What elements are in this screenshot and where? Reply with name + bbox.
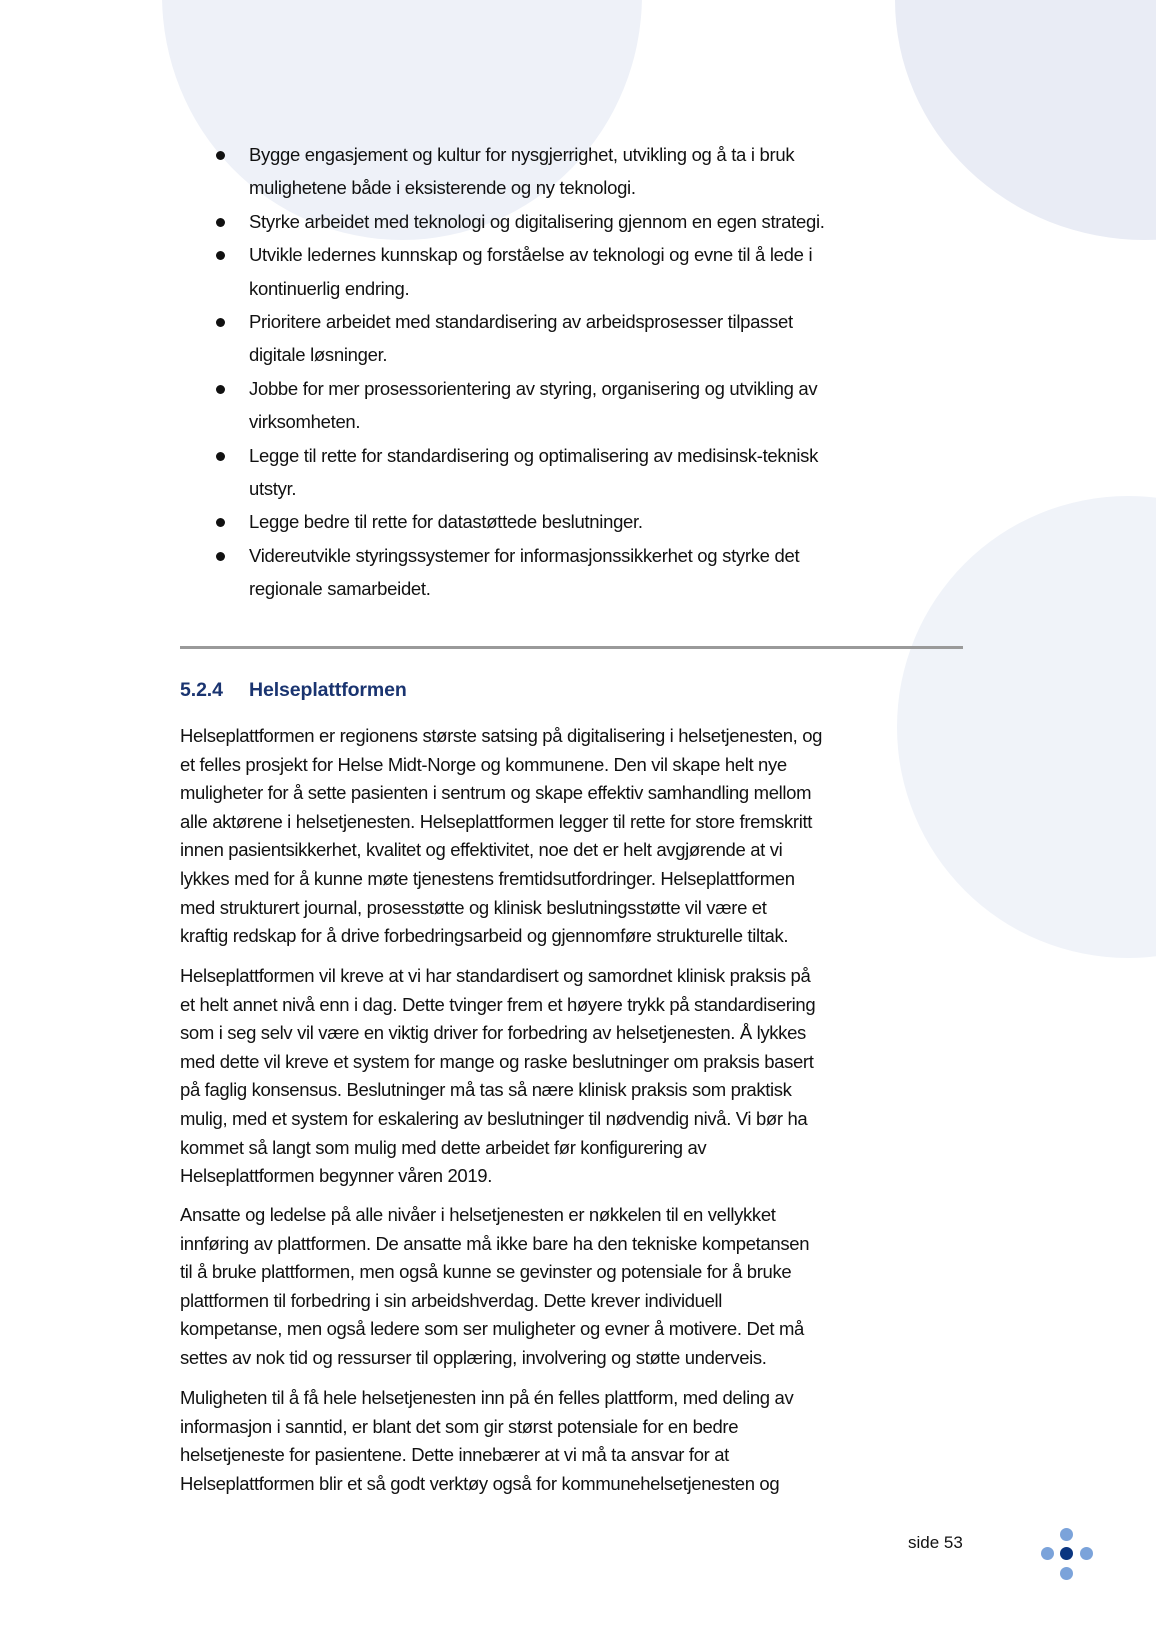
bullet-text-line: mulighetene både i eksisterende og ny teknologi. xyxy=(249,177,636,199)
bullet-text-line: regionale samarbeidet. xyxy=(249,578,431,600)
dots-cross-logo-icon xyxy=(1040,1527,1094,1581)
logo-dot-center-icon xyxy=(1060,1547,1073,1560)
bullet-text-line: Videreutvikle styringssystemer for informasjonssikkerhet og styrke det xyxy=(249,544,800,566)
bullet-icon xyxy=(216,151,225,160)
paragraph xyxy=(180,962,980,1191)
paragraph-line: Helseplattformen blir et så godt verktøy også for kommunehelsetjenesten og xyxy=(180,1472,780,1494)
bullet-icon xyxy=(216,318,225,327)
bullet-item xyxy=(180,439,960,506)
paragraph-line: med strukturert journal, prosesstøtte og klinisk beslutningsstøtte vil være et xyxy=(180,896,767,918)
paragraph-line: Helseplattformen begynner våren 2019. xyxy=(180,1165,493,1187)
bullet-list xyxy=(180,138,960,606)
bullet-item xyxy=(180,238,960,305)
bullet-item xyxy=(180,372,960,439)
bullet-icon xyxy=(216,518,225,527)
bullet-text-line: Jobbe for mer prosessorientering av styring, organisering og utvikling av xyxy=(249,377,818,399)
paragraph-line: et helt annet nivå enn i dag. Dette tvinger frem et høyere trykk på standardisering xyxy=(180,993,816,1015)
paragraph-line: Helseplattformen er regionens største satsing på digitalisering i helsetjenesten, og xyxy=(180,725,823,746)
bullet-text-line: digitale løsninger. xyxy=(249,344,388,366)
logo-dot-icon xyxy=(1080,1547,1093,1560)
logo-dot-icon xyxy=(1060,1528,1073,1541)
logo-dot-icon xyxy=(1060,1567,1073,1580)
paragraph-line: som i seg selv vil være en viktig driver for forbedring av helsetjenesten. Å lykkes xyxy=(180,1022,806,1044)
bullet-text-line: kontinuerlig endring. xyxy=(249,277,410,299)
bullet-icon xyxy=(216,385,225,394)
paragraph-line: alle aktørene i helsetjenesten. Helseplattformen legger til rette for store fremskritt xyxy=(180,810,813,832)
paragraph-line: muligheter for å sette pasienten i sentrum og skape effektiv samhandling mellom xyxy=(180,782,812,804)
bullet-text-line: Prioritere arbeidet med standardisering av arbeidsprosesser tilpasset xyxy=(249,311,793,333)
paragraph-line: lykkes med for å kunne møte tjenestens fremtidsutfordringer. Helseplattformen xyxy=(180,867,795,889)
section-heading xyxy=(180,679,407,702)
bullet-text-line: Styrke arbeidet med teknologi og digitalisering gjennom en egen strategi. xyxy=(249,210,825,232)
bullet-text-line: Utvikle ledernes kunnskap og forståelse av teknologi og evne til å lede i xyxy=(249,244,813,266)
bullet-text-line: utstyr. xyxy=(249,478,297,500)
paragraph-line: Muligheten til å få hele helsetjenesten inn på én felles plattform, med deling av xyxy=(180,1387,794,1408)
bullet-item xyxy=(180,505,960,538)
paragraph-line: på faglig konsensus. Beslutninger må tas så nære klinisk praksis som praktisk xyxy=(180,1079,792,1101)
paragraph-line: informasjon i sanntid, er blant det som gir størst potensiale for en bedre xyxy=(180,1415,739,1437)
paragraph-line: innen pasientsikkerhet, kvalitet og effektivitet, noe det er helt avgjørende at vi xyxy=(180,839,783,861)
paragraph-line: til å bruke plattformen, men også kunne se gevinster og potensiale for å bruke xyxy=(180,1261,792,1283)
paragraph-line: innføring av plattformen. De ansatte må ikke bare ha den tekniske kompetansen xyxy=(180,1232,810,1254)
bullet-item xyxy=(180,539,960,606)
bullet-icon xyxy=(216,251,225,260)
paragraph-line: plattformen til forbedring i sin arbeidshverdag. Dette krever individuell xyxy=(180,1289,723,1311)
bullet-icon xyxy=(216,218,225,227)
section-title: Helseplattformen xyxy=(249,679,407,701)
paragraph-line: Ansatte og ledelse på alle nivåer i helsetjenesten er nøkkelen til en vellykket xyxy=(180,1204,776,1225)
page-number: side 53 xyxy=(908,1533,963,1552)
bullet-text-line: Bygge engasjement og kultur for nysgjerrighet, utvikling og å ta i bruk xyxy=(249,144,795,165)
section-divider xyxy=(180,646,963,649)
paragraph-line: kompetanse, men også ledere som ser muligheter og evner å motivere. Det må xyxy=(180,1318,804,1340)
bullet-icon xyxy=(216,552,225,561)
paragraph-line: Helseplattformen vil kreve at vi har standardisert og samordnet klinisk praksis på xyxy=(180,965,811,986)
paragraph-line: helsetjeneste for pasientene. Dette innebærer at vi må ta ansvar for at xyxy=(180,1444,729,1466)
paragraph xyxy=(180,1384,980,1498)
logo-dot-icon xyxy=(1041,1547,1054,1560)
paragraph-line: kraftig redskap for å drive forbedringsarbeid og gjennomføre strukturelle tiltak. xyxy=(180,925,789,947)
bullet-item xyxy=(180,205,960,238)
section-number: 5.2.4 xyxy=(180,679,223,701)
paragraph-line: mulig, med et system for eskalering av beslutninger til nødvendig nivå. Vi bør ha xyxy=(180,1107,808,1129)
paragraph xyxy=(180,722,980,951)
paragraph-line: settes av nok tid og ressurser til opplæring, involvering og støtte underveis. xyxy=(180,1346,767,1368)
bullet-text-line: Legge til rette for standardisering og optimalisering av medisinsk-teknisk xyxy=(249,444,819,466)
paragraph xyxy=(180,1201,980,1373)
bullet-item xyxy=(180,305,960,372)
bullet-icon xyxy=(216,452,225,461)
bullet-item xyxy=(180,138,960,205)
bullet-text-line: virksomheten. xyxy=(249,411,361,433)
paragraph-line: med dette vil kreve et system for mange og raske beslutninger om praksis basert xyxy=(180,1050,814,1072)
paragraph-line: et felles prosjekt for Helse Midt-Norge og kommunene. Den vil skape helt nye xyxy=(180,753,787,775)
paragraph-line: kommet så langt som mulig med dette arbeidet før konfigurering av xyxy=(180,1136,707,1158)
bullet-text-line: Legge bedre til rette for datastøttede beslutninger. xyxy=(249,511,643,533)
